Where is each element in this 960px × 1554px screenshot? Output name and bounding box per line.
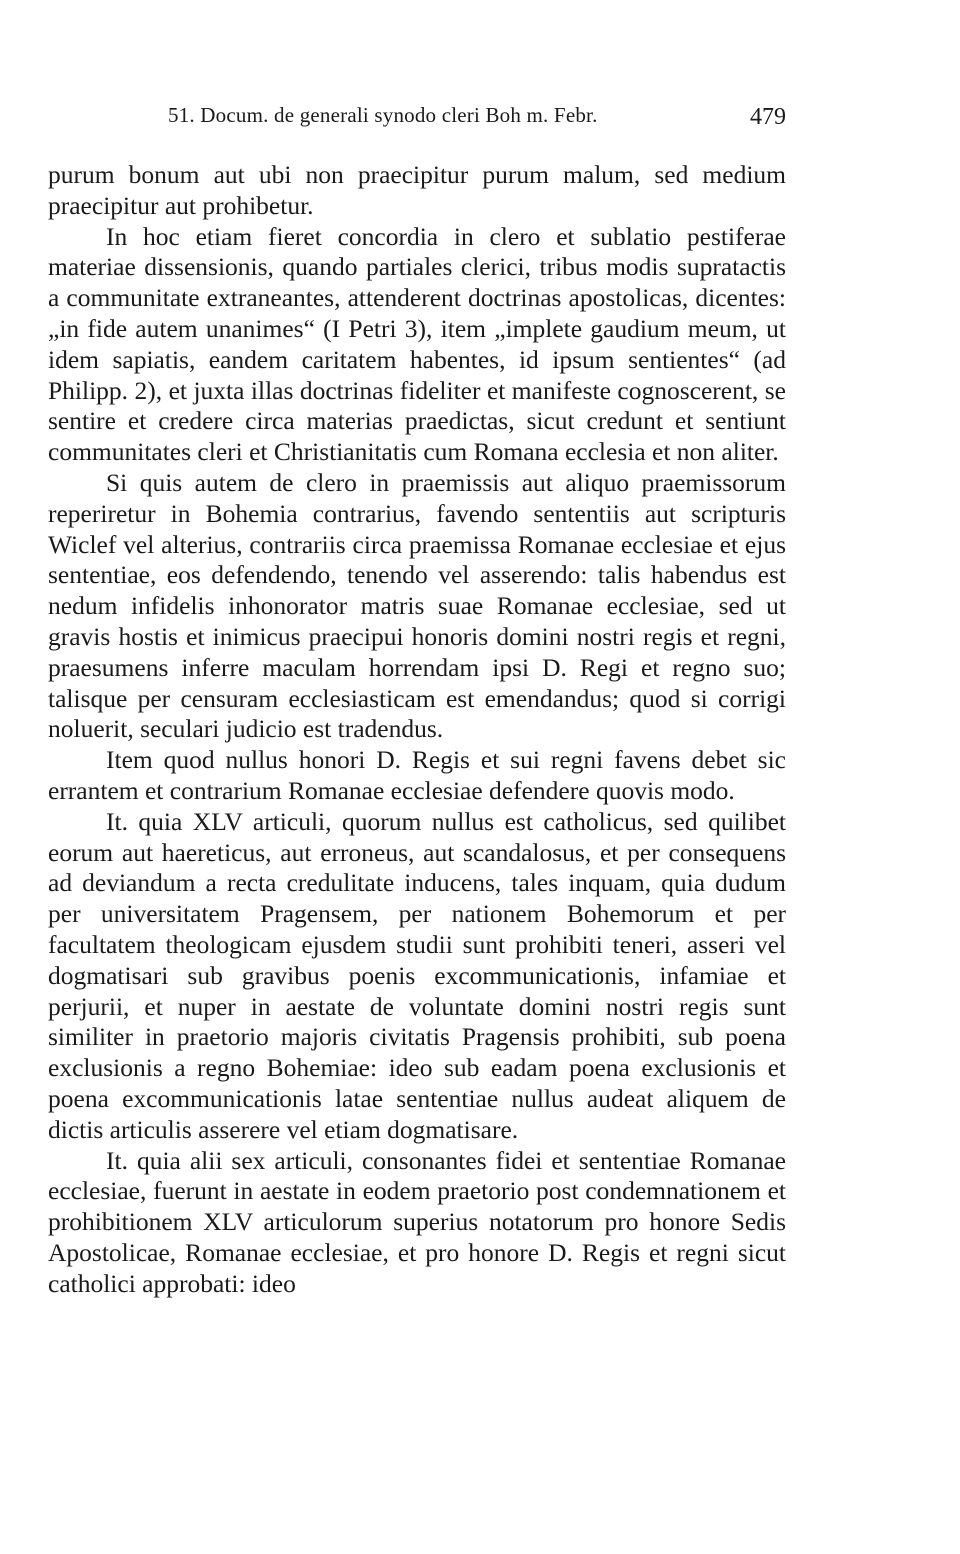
paragraph-1: purum bonum aut ubi non praecipitur purum malum, sed medium praecipitur aut prohibetur. <box>48 160 786 220</box>
page-number: 479 <box>750 104 786 130</box>
body-text <box>48 160 786 1299</box>
paragraph-5: It. quia XLV articuli, quorum nullus est catholicus, sed quilibet eorum aut haereticus, aut erroneus, aut scandalosus, et per consequens ad deviandum a recta credulitate inducens, tales inquam, quia dudum per universitatem Pragensem, per nationem Bohemorum et per facultatem theologicam ejusdem studii sunt prohibiti teneri, asseri vel dogmatisari sub gravibus poenis excommunicationis, infamiae et perjurii, et nuper in aestate de voluntate domini nostri regis sunt similiter in praetorio majoris civitatis Pragensis prohibiti, sub poena exclusionis a regno Bohemiae: ideo sub eadam poena exclusionis et poena excommunicationis latae sententiae nullus audeat aliquem de dictis articulis asserere vel etiam dogmatisare. <box>48 806 786 1144</box>
paragraph-2: In hoc etiam fieret concordia in clero et sublatio pestiferae materiae dissensionis, quando partiales clerici, tribus modis supratactis a communitate extraneantes, attenderent doctrinas apostolicas, dicentes: „in fide autem unanimes“ (I Petri 3), item „implete gaudium meum, ut idem sapiatis, eandem caritatem habentes, id ipsum sentientes“ (ad Philipp. 2), et juxta illas doctrinas fideliter et manifeste cognoscerent, se sentire et credere circa materias praedictas, sicut credunt et sentiunt communitates cleri et Christianitatis cum Romana ecclesia et non aliter. <box>48 221 786 467</box>
running-title: 51. Docum. de generali synodo cleri Boh m. Febr. <box>168 103 598 127</box>
paragraph-6: It. quia alii sex articuli, consonantes fidei et sententiae Romanae ecclesiae, fuerunt in aestate in eodem praetorio post condemnationem et prohibitionem XLV articulorum superius notatorum pro honore Sedis Apostolicae, Romanae ecclesiae, et pro honore D. Regis et regni sicut catholici approbati: ideo <box>48 1145 786 1298</box>
paragraph-3: Si quis autem de clero in praemissis aut aliquo praemissorum reperiretur in Bohemia contrarius, favendo sententiis aut scripturis Wiclef vel alterius, contrariis circa praemissa Romanae ecclesiae et ejus sententiae, eos defendendo, tenendo vel asserendo: talis habendus est nedum infidelis inhonorator matris suae Romanae ecclesiae, sed ut gravis hostis et inimicus praecipui honoris domini nostri regis et regni, praesumens inferre maculam horrendam ipsi D. Regi et regno suo; talisque per censuram ecclesiasticam est emendandus; quod si corrigi noluerit, seculari judicio est tradendus. <box>48 467 786 744</box>
paragraph-4: Item quod nullus honori D. Regis et sui regni favens debet sic errantem et contrarium Romanae ecclesiae defendere quovis modo. <box>48 745 786 805</box>
running-head <box>168 98 786 132</box>
